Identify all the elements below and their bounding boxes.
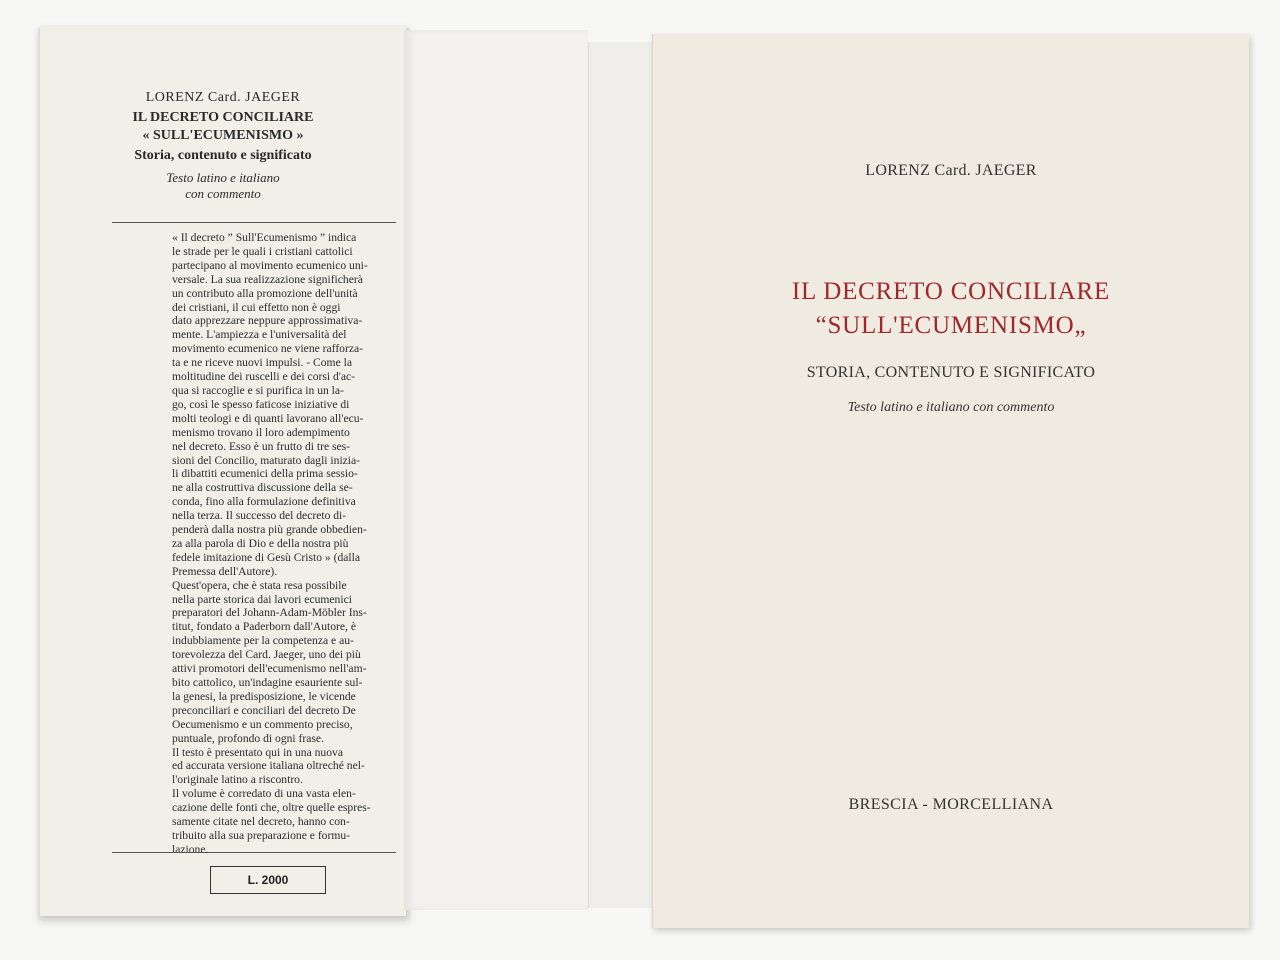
blurb-line: preparatori del Johann-Adam-Möbler Ins-: [172, 606, 367, 620]
cover-subtitle: STORIA, CONTENUTO E SIGNIFICATO: [806, 364, 1096, 381]
flap-italic-line1: Testo latino e italiano: [166, 170, 280, 185]
blurb-line: ta e ne riceve nuovi impulsi. - Come la: [172, 356, 352, 370]
blurb-line: Premessa dell'Autore).: [172, 564, 278, 578]
flap-rule-bottom: [112, 852, 396, 853]
blurb-line: torevolezza del Card. Jaeger, uno dei più: [172, 648, 361, 662]
blurb-line: Quest'opera, che è stata resa possibile: [172, 578, 347, 592]
cover-publisher: BRESCIA - MORCELLIANA: [848, 796, 1054, 813]
dust-jacket-flap: [40, 26, 406, 916]
blurb-line: za alla parola di Dio e della nostra più: [172, 536, 349, 550]
blurb-line: Il volume è corredato di una vasta elen-: [172, 787, 356, 801]
blurb-line: « Il decreto ” Sull'Ecumenismo ” indica: [172, 231, 357, 244]
blurb-line: l'originale latino a riscontro.: [172, 773, 303, 787]
book-cover: [652, 34, 1249, 928]
flap-blurb: [172, 231, 400, 857]
blurb-line: go, così le spesso faticose iniziative di: [172, 397, 350, 411]
blurb-line: moltitudine dei ruscelli e dei corsi d'ac-: [172, 370, 356, 384]
cover-title-line1: IL DECRETO CONCILIARE: [791, 278, 1111, 305]
blurb-line: samente citate nel decreto, hanno con-: [172, 815, 350, 829]
jacket-inner-panel: [404, 30, 588, 910]
flap-subtitle: Storia, contenuto e significato: [134, 148, 312, 163]
price-box: L. 2000: [210, 866, 326, 894]
blurb-line: sioni del Concilio, maturato dagli inizia-: [172, 453, 361, 467]
flap-title-line2: « SULL'ECUMENISMO »: [142, 128, 304, 143]
flap-rule-top: [112, 222, 396, 223]
flap-title-line1: IL DECRETO CONCILIARE: [132, 110, 314, 125]
blurb-line: mente. L'ampiezza e l'universalità del: [172, 328, 347, 342]
blurb-line: preconciliari e conciliari del decreto De: [172, 703, 356, 717]
blurb-line: li dibattiti ecumenici della prima sessio-: [172, 467, 358, 481]
cover-author: LORENZ Card. JAEGER: [865, 162, 1037, 179]
blurb-line: partecipano al movimento ecumenico uni-: [172, 258, 368, 272]
blurb-line: dei cristiani, il cui effetto non è oggi: [172, 300, 341, 314]
blurb-line: cazione delle fonti che, oltre quelle espres-: [172, 801, 371, 815]
blurb-line: ed accurata versione italiana oltreché nel-: [172, 759, 365, 773]
blurb-line: fedele imitazione di Gesù Cristo » (dalla: [172, 550, 361, 564]
blurb-line: molti teologi e di quanti lavorano all'ecu-: [172, 411, 364, 425]
blurb-line: menismo trovano il loro adempimento: [172, 425, 350, 439]
blurb-line: tribuito alla sua preparazione e formu-: [172, 828, 351, 842]
blurb-line: la genesi, la predisposizione, le vicende: [172, 689, 356, 703]
blurb-line: nella terza. Il successo del decreto di-: [172, 509, 347, 523]
blurb-line: dato apprezzare neppure approssimativa-: [172, 314, 363, 328]
blurb-line: movimento ecumenico ne viene rafforza-: [172, 342, 363, 356]
blurb-line: le strade per le quali i cristiani cattolici: [172, 244, 353, 258]
blurb-line: Il testo è presentato qui in una nuova: [172, 745, 343, 759]
blurb-line: bito cattolico, un'indagine esauriente sul-: [172, 676, 363, 689]
blurb-line: lazione.: [172, 842, 209, 856]
blurb-line: indubbiamente per la competenza e au-: [172, 634, 354, 648]
blurb-line: ne alla costruttiva discussione della se-: [172, 481, 353, 495]
blurb-line: versale. La sua realizzazione significherà: [172, 272, 363, 286]
blurb-line: conda, fino alla formulazione definitiva: [172, 495, 356, 509]
blurb-line: nel decreto. Esso è un frutto di tre ses-: [172, 439, 351, 453]
blurb-line: titut, fondato a Paderborn dall'Autore, è: [172, 620, 356, 634]
cover-italic-line: Testo latino e italiano con commento: [847, 400, 1055, 415]
cover-title-line2: “SULL'ECUMENISMO„: [815, 312, 1087, 339]
blurb-line: un contributo alla promozione dell'unità: [172, 286, 358, 300]
blurb-line: puntuale, profondo di ogni frase.: [172, 731, 324, 745]
blurb-line: qua si raccoglie e si purifica in un la-: [172, 383, 344, 397]
book-spine: [588, 42, 653, 908]
flap-italic-line2: con commento: [185, 186, 261, 201]
flap-author: LORENZ Card. JAEGER: [145, 90, 301, 105]
blurb-line: nella parte storica dai lavori ecumenici: [172, 592, 352, 606]
blurb-line: attivi promotori dell'ecumenismo nell'am-: [172, 662, 367, 676]
blurb-line: penderà dalla nostra più grande obbedien-: [172, 523, 367, 537]
blurb-line: Oecumenismo e un commento preciso,: [172, 717, 353, 731]
